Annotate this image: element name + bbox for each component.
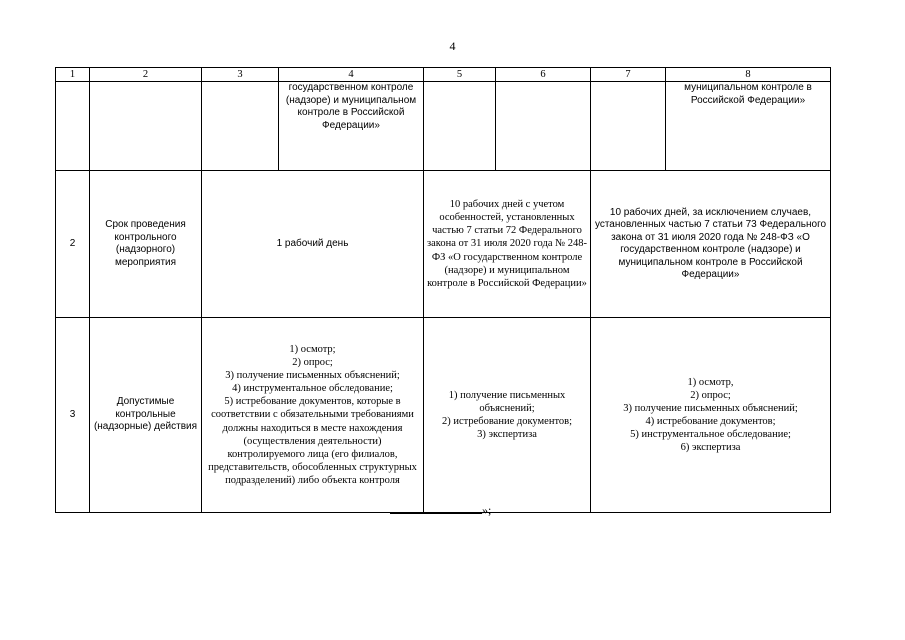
page-number: 4 bbox=[449, 39, 456, 53]
duration-cell-5-6: 10 рабочих дней с учетом особенностей, установленных частью 7 статьи 72 Федерального закона от 31 июля 2020 года № 248-ФЗ «О государственном контроле (надзоре) и муниципальном контроле в Российской Федерации» bbox=[424, 171, 591, 318]
header-cell: 8 bbox=[666, 68, 831, 82]
list-item: 1) получение письменных объяснений; bbox=[448, 389, 566, 414]
closing-mark: »; bbox=[482, 503, 492, 517]
duration-cell-3-4: 1 рабочий день bbox=[202, 171, 424, 318]
header-cell: 3 bbox=[202, 68, 279, 82]
table-cell bbox=[90, 82, 202, 171]
row-number: 2 bbox=[56, 171, 90, 318]
table-row-actions bbox=[56, 318, 831, 513]
header-cell: 7 bbox=[591, 68, 666, 82]
header-cell: 2 bbox=[90, 68, 202, 82]
header-cell: 6 bbox=[496, 68, 591, 82]
table-row-duration bbox=[56, 171, 831, 318]
header-cell: 4 bbox=[279, 68, 424, 82]
list-item: 6) экспертиза bbox=[680, 442, 741, 454]
header-cell: 1 bbox=[56, 68, 90, 82]
list-item: 2) истребование документов; bbox=[441, 416, 573, 427]
actions-cell-7-8 bbox=[591, 318, 831, 513]
continuation-cell-col8: муниципальном контроле в Российской Федерации» bbox=[666, 82, 831, 171]
table-cell bbox=[591, 82, 666, 171]
header-cell: 5 bbox=[424, 68, 496, 82]
list-item: 1) осмотр, bbox=[687, 376, 734, 388]
list-item: 3) получение письменных объяснений; bbox=[225, 370, 400, 382]
continuation-cell-col4: государственном контроле (надзоре) и муниципальном контроле в Российской Федерации» bbox=[279, 82, 424, 171]
table-cell bbox=[424, 82, 496, 171]
table-row-continuation bbox=[56, 82, 831, 171]
closing-underline bbox=[390, 500, 482, 514]
table-header-row bbox=[56, 68, 831, 82]
table-cell bbox=[496, 82, 591, 171]
list-item: 3) получение письменных объяснений; bbox=[623, 402, 798, 414]
table-cell bbox=[56, 82, 90, 171]
row-number: 3 bbox=[56, 318, 90, 513]
regulation-table bbox=[55, 67, 831, 513]
row-label: Допустимые контрольные (надзорные) действия bbox=[90, 318, 202, 513]
table-cell bbox=[202, 82, 279, 171]
list-item: 4) истребование документов; bbox=[645, 416, 776, 427]
closing-line bbox=[390, 500, 491, 518]
actions-cell-5-6 bbox=[424, 318, 591, 513]
list-item: 5) инструментальное обследование; bbox=[630, 429, 791, 441]
list-item: 3) экспертиза bbox=[477, 429, 537, 441]
list-item: 1) осмотр; bbox=[289, 343, 336, 355]
list-item: 2) опрос; bbox=[690, 389, 731, 401]
duration-cell-7-8: 10 рабочих дней, за исключением случаев, установленных частью 7 статьи 73 Федерального закона от 31 июля 2020 года № 248-ФЗ «О государственном контроле (надзоре) и муниципальном контроле в Российской Федерации» bbox=[591, 171, 831, 318]
actions-cell-3-4 bbox=[202, 318, 424, 513]
list-item: 5) истребование документов, которые в соответствии с обязательными требованиями должны находиться в месте нахождения (осуществления деятельности) контролируемого лица (его филиалов, представительств, обособленных структурных подразделений) либо объекта контроля bbox=[208, 396, 417, 487]
list-item: 4) инструментальное обследование; bbox=[232, 383, 393, 395]
list-item: 2) опрос; bbox=[292, 356, 333, 368]
row-label: Срок проведения контрольного (надзорного) мероприятия bbox=[90, 171, 202, 318]
